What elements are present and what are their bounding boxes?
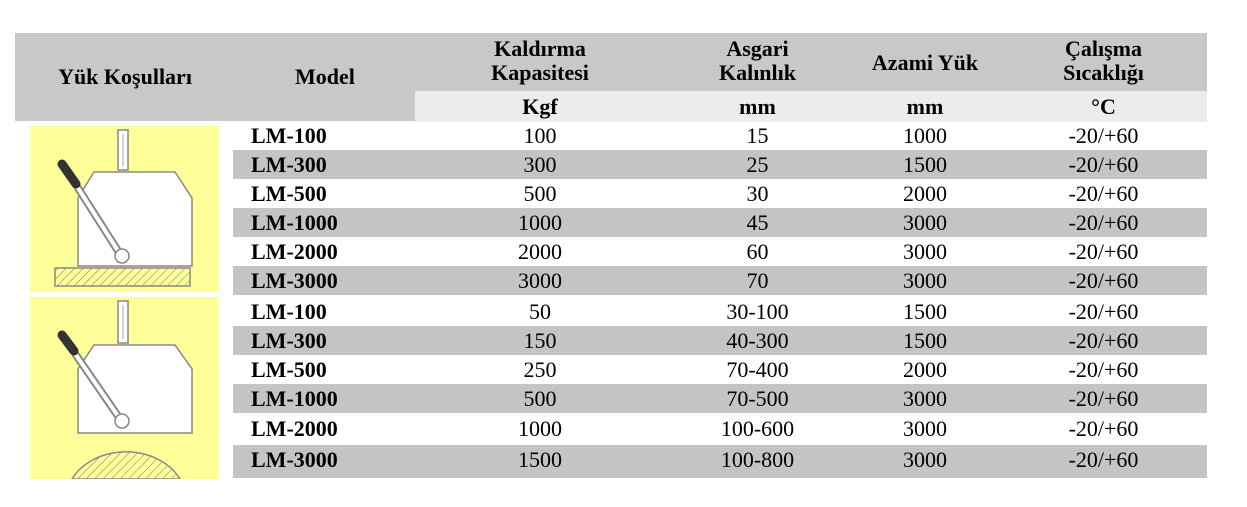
- cell-min-thickness: 70: [746, 268, 769, 293]
- cell-min-thickness: 70-400: [726, 357, 789, 382]
- cell-min-thickness: 100-800: [720, 447, 795, 472]
- header-min-thickness: [665, 37, 850, 85]
- cell-min-thickness: 70-500: [726, 386, 789, 411]
- cell-min-thickness: 15: [746, 123, 769, 148]
- header-operating-temp-line1: Çalışma: [1065, 36, 1142, 61]
- unit-max-load: mm: [906, 94, 944, 119]
- cell-model: LM-100: [251, 299, 327, 324]
- cell-capacity: 500: [523, 181, 557, 206]
- table-row: [233, 237, 1207, 266]
- table-row: [233, 355, 1207, 384]
- cell-model: LM-2000: [251, 416, 338, 441]
- table-row: [233, 121, 1207, 150]
- cell-operating-temp: -20/+60: [1068, 181, 1139, 206]
- cell-operating-temp: -20/+60: [1068, 386, 1139, 411]
- cell-min-thickness: 100-600: [720, 416, 795, 441]
- cell-max-load: 1000: [903, 123, 947, 148]
- table-row: [233, 445, 1207, 478]
- cell-capacity: 1000: [518, 416, 562, 441]
- round-bar-lifter-icon: [30, 297, 219, 479]
- cell-operating-temp: -20/+60: [1068, 210, 1139, 235]
- cell-max-load: 3000: [903, 386, 947, 411]
- table-row: [233, 179, 1207, 208]
- cell-max-load: 2000: [903, 181, 947, 206]
- table-row: [233, 297, 1207, 326]
- header-load-conditions: Yük Koşulları: [58, 64, 192, 89]
- cell-model: LM-1000: [251, 210, 338, 235]
- cell-capacity: 500: [523, 386, 557, 411]
- cell-model: LM-300: [251, 328, 327, 353]
- header-operating-temp: [1000, 37, 1207, 85]
- header-operating-temp-line2: Sıcaklığı: [1063, 60, 1144, 85]
- cell-min-thickness: 60: [746, 239, 769, 264]
- cell-max-load: 3000: [903, 416, 947, 441]
- cell-capacity: 150: [523, 328, 557, 353]
- cell-operating-temp: -20/+60: [1068, 299, 1139, 324]
- table-row: [233, 208, 1207, 237]
- cell-capacity: 1500: [518, 447, 562, 472]
- cell-model: LM-500: [251, 181, 327, 206]
- cell-model: LM-2000: [251, 239, 338, 264]
- table-row: [233, 414, 1207, 443]
- cell-max-load: 2000: [903, 357, 947, 382]
- cell-model: LM-300: [251, 152, 327, 177]
- cell-operating-temp: -20/+60: [1068, 357, 1139, 382]
- cell-max-load: 1500: [903, 152, 947, 177]
- header-model: Model: [295, 64, 355, 89]
- header-max-load: Azami Yük: [871, 50, 979, 75]
- cell-model: LM-1000: [251, 386, 338, 411]
- unit-thickness: mm: [739, 94, 776, 119]
- unit-temp: °C: [1091, 94, 1116, 119]
- table-row: [233, 384, 1207, 413]
- cell-min-thickness: 30: [746, 181, 769, 206]
- cell-capacity: 250: [523, 357, 557, 382]
- cell-capacity: 50: [529, 299, 551, 324]
- header-lifting-capacity-line2: Kapasitesi: [491, 60, 589, 85]
- cell-capacity: 2000: [518, 239, 562, 264]
- cell-model: LM-500: [251, 357, 327, 382]
- cell-max-load: 3000: [903, 447, 947, 472]
- flat-plate-lifter-icon: [30, 126, 219, 292]
- cell-min-thickness: 45: [746, 210, 769, 235]
- cell-capacity: 300: [523, 152, 557, 177]
- cell-max-load: 1500: [903, 299, 947, 324]
- cell-operating-temp: -20/+60: [1068, 268, 1139, 293]
- cell-operating-temp: -20/+60: [1068, 328, 1139, 353]
- cell-operating-temp: -20/+60: [1068, 447, 1139, 472]
- cell-capacity: 3000: [518, 268, 562, 293]
- cell-max-load: 3000: [903, 239, 947, 264]
- cell-min-thickness: 30-100: [726, 299, 789, 324]
- cell-capacity: 100: [523, 123, 557, 148]
- table-row: [233, 326, 1207, 355]
- cell-model: LM-3000: [251, 447, 338, 472]
- unit-capacity: Kgf: [522, 94, 558, 119]
- cell-operating-temp: -20/+60: [1068, 239, 1139, 264]
- cell-max-load: 3000: [903, 268, 947, 293]
- cell-model: LM-100: [251, 123, 327, 148]
- header-lifting-capacity-line1: Kaldırma: [494, 36, 586, 61]
- cell-max-load: 1500: [903, 328, 947, 353]
- cell-operating-temp: -20/+60: [1068, 416, 1139, 441]
- cell-max-load: 3000: [903, 210, 947, 235]
- table-row: [233, 266, 1207, 295]
- header-min-thickness-line1: Asgari: [726, 36, 789, 61]
- header-lifting-capacity: [415, 37, 665, 85]
- cell-min-thickness: 25: [746, 152, 769, 177]
- table-row: [233, 150, 1207, 179]
- cell-operating-temp: -20/+60: [1068, 152, 1139, 177]
- cell-min-thickness: 40-300: [726, 328, 789, 353]
- cell-model: LM-3000: [251, 268, 338, 293]
- header-min-thickness-line2: Kalınlık: [718, 60, 797, 85]
- cell-capacity: 1000: [518, 210, 562, 235]
- cell-operating-temp: -20/+60: [1068, 123, 1139, 148]
